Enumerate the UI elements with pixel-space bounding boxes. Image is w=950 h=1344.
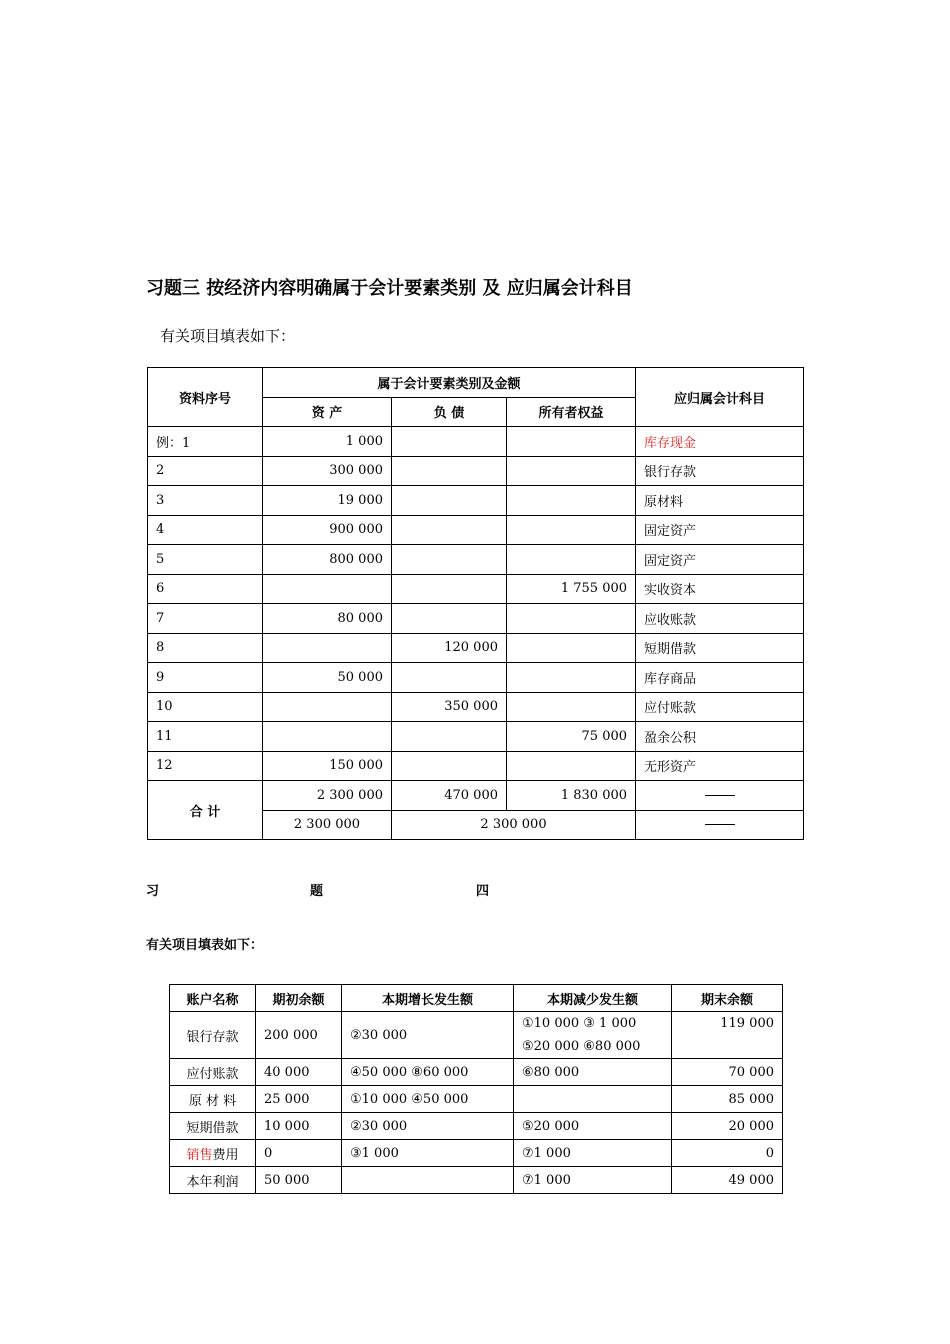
increase-cell: ②30 000 <box>342 1012 514 1059</box>
decrease-cell <box>514 1113 672 1140</box>
asset-sum: 2 300 000 <box>263 810 392 840</box>
liability-cell <box>392 722 507 752</box>
seq-cell: 9 <box>148 663 263 693</box>
table-row <box>148 427 804 457</box>
liability-cell <box>392 486 507 516</box>
account-name-cell <box>170 1012 256 1059</box>
asset-cell: 150 000 <box>263 751 392 781</box>
equity-cell: 1 755 000 <box>507 574 636 604</box>
exercise3-title: 习题三 按经济内容明确属于会计要素类别 及 应归属会计科目 <box>146 278 633 299</box>
header-category-group: 属于会计要素类别及金额 <box>263 368 636 398</box>
header-liability: 负 债 <box>392 397 507 427</box>
total-label: 合 计 <box>148 781 263 840</box>
seq-cell: 4 <box>148 515 263 545</box>
seq-cell: 12 <box>148 751 263 781</box>
decrease-cell <box>514 1086 672 1113</box>
table-row <box>148 751 804 781</box>
header-opening: 期初余额 <box>256 985 342 1012</box>
account-cell: 银行存款 <box>636 456 804 486</box>
asset-cell: 80 000 <box>263 604 392 634</box>
account-cell: 无形资产 <box>636 751 804 781</box>
exercise4-title-char-1: 习 <box>146 884 160 899</box>
asset-cell <box>263 722 392 752</box>
account-name-cell <box>170 1113 256 1140</box>
opening-cell: 40 000 <box>256 1059 342 1086</box>
increase-cell: ③1 000 <box>342 1140 514 1167</box>
opening-cell: 25 000 <box>256 1086 342 1113</box>
account-cell: 原材料 <box>636 486 804 516</box>
equity-cell <box>507 427 636 457</box>
closing-cell: 70 000 <box>672 1059 783 1086</box>
header-seq: 资料序号 <box>148 368 263 427</box>
seq-cell: 6 <box>148 574 263 604</box>
account-name-text: 本年利润 <box>186 1174 239 1190</box>
seq-cell: 5 <box>148 545 263 575</box>
decrease-line-1: ⑥80 000 <box>522 1064 580 1080</box>
table-row <box>148 456 804 486</box>
exercise3-intro: 有关项目填表如下： <box>160 327 296 345</box>
account-name-text: 短期借款 <box>186 1120 239 1136</box>
equity-cell <box>507 751 636 781</box>
table-row <box>148 633 804 663</box>
account-name-text: 费用 <box>212 1147 239 1163</box>
account-cell: 短期借款 <box>636 633 804 663</box>
decrease-line-1: ①10 000 ③ 1 000 <box>522 1016 637 1031</box>
seq-cell: 10 <box>148 692 263 722</box>
asset-cell <box>263 633 392 663</box>
table-body <box>170 1012 783 1194</box>
liability-cell: 350 000 <box>392 692 507 722</box>
total-equity: 1 830 000 <box>507 781 636 811</box>
table-row <box>148 663 804 693</box>
header-decrease: 本期减少发生额 <box>514 985 672 1012</box>
table-body <box>148 427 804 781</box>
decrease-line-1: ⑦1 000 <box>522 1145 571 1161</box>
closing-cell: 49 000 <box>672 1167 783 1194</box>
asset-cell: 50 000 <box>263 663 392 693</box>
header-account: 应归属会计科目 <box>636 368 804 427</box>
closing-cell: 0 <box>672 1140 783 1167</box>
dash-mark <box>705 795 735 796</box>
header-equity: 所有者权益 <box>507 397 636 427</box>
account-name-text: 应付账款 <box>186 1066 239 1082</box>
decrease-line-2: ⑤20 000 ⑥80 000 <box>522 1039 641 1054</box>
table-row <box>148 692 804 722</box>
header-asset: 资 产 <box>263 397 392 427</box>
seq-cell: 8 <box>148 633 263 663</box>
liab-equity-sum: 2 300 000 <box>392 810 636 840</box>
table-row <box>170 1086 783 1113</box>
closing-cell: 85 000 <box>672 1086 783 1113</box>
liability-cell: 120 000 <box>392 633 507 663</box>
asset-cell: 1 000 <box>263 427 392 457</box>
account-cell: 固定资产 <box>636 545 804 575</box>
seq-cell: 例：1 <box>148 427 263 457</box>
liability-cell <box>392 574 507 604</box>
table-row <box>148 515 804 545</box>
seq-cell: 7 <box>148 604 263 634</box>
table-row <box>170 1113 783 1140</box>
account-name-text: 原 材 料 <box>188 1093 237 1109</box>
account-cell: 应收账款 <box>636 604 804 634</box>
decrease-cell <box>514 1140 672 1167</box>
table-row <box>148 486 804 516</box>
equity-cell <box>507 515 636 545</box>
liability-cell <box>392 663 507 693</box>
seq-cell: 11 <box>148 722 263 752</box>
increase-cell: ①10 000 ④50 000 <box>342 1086 514 1113</box>
account-cell: 应付账款 <box>636 692 804 722</box>
opening-cell: 0 <box>256 1140 342 1167</box>
increase-cell: ④50 000 ⑧60 000 <box>342 1059 514 1086</box>
total-dash-cell <box>636 781 804 811</box>
table-row <box>148 574 804 604</box>
account-name-cell <box>170 1059 256 1086</box>
opening-cell: 10 000 <box>256 1113 342 1140</box>
total-liability: 470 000 <box>392 781 507 811</box>
exercise4-intro: 有关项目填表如下： <box>146 938 264 953</box>
decrease-cell <box>514 1059 672 1086</box>
asset-cell: 900 000 <box>263 515 392 545</box>
asset-cell <box>263 692 392 722</box>
seq-cell: 2 <box>148 456 263 486</box>
account-name-text: 银行存款 <box>186 1029 239 1045</box>
header-closing: 期末余额 <box>672 985 783 1012</box>
liability-cell <box>392 515 507 545</box>
liability-cell <box>392 545 507 575</box>
asset-cell: 300 000 <box>263 456 392 486</box>
account-name-cell <box>170 1167 256 1194</box>
account-cell: 固定资产 <box>636 515 804 545</box>
equity-cell <box>507 663 636 693</box>
table-row <box>148 545 804 575</box>
account-cell: 库存商品 <box>636 663 804 693</box>
account-cell: 实收资本 <box>636 574 804 604</box>
decrease-line-1: ⑤20 000 <box>522 1118 580 1134</box>
asset-cell: 800 000 <box>263 545 392 575</box>
exercise4-title-char-3: 四 <box>476 884 490 899</box>
equity-cell <box>507 604 636 634</box>
increase-cell <box>342 1167 514 1194</box>
decrease-cell <box>514 1167 672 1194</box>
account-balance-table <box>169 984 783 1194</box>
exercise4-title-char-2: 题 <box>310 884 324 899</box>
table-row <box>170 1059 783 1086</box>
opening-cell: 200 000 <box>256 1012 342 1059</box>
total-asset: 2 300 000 <box>263 781 392 811</box>
account-cell: 盈余公积 <box>636 722 804 752</box>
table-row <box>170 1167 783 1194</box>
equity-cell <box>507 545 636 575</box>
table-row <box>148 722 804 752</box>
seq-cell: 3 <box>148 486 263 516</box>
increase-cell: ②30 000 <box>342 1113 514 1140</box>
asset-cell <box>263 574 392 604</box>
account-cell: 库存现金 <box>636 427 804 457</box>
element-classification-table <box>147 367 804 840</box>
liability-cell <box>392 427 507 457</box>
header-increase: 本期增长发生额 <box>342 985 514 1012</box>
opening-cell: 50 000 <box>256 1167 342 1194</box>
table-row <box>170 1140 783 1167</box>
equity-cell <box>507 633 636 663</box>
table-row <box>148 604 804 634</box>
dash-mark <box>705 824 735 825</box>
liability-cell <box>392 456 507 486</box>
equity-cell <box>507 692 636 722</box>
account-name-cell <box>170 1086 256 1113</box>
header-account-name: 账户名称 <box>170 985 256 1012</box>
equity-cell <box>507 486 636 516</box>
decrease-cell <box>514 1012 672 1059</box>
decrease-line-1: ⑦1 000 <box>522 1172 571 1188</box>
liability-cell <box>392 604 507 634</box>
account-name-cell <box>170 1140 256 1167</box>
equity-cell <box>507 456 636 486</box>
equity-cell: 75 000 <box>507 722 636 752</box>
liability-cell <box>392 751 507 781</box>
asset-cell: 19 000 <box>263 486 392 516</box>
sum-dash-cell <box>636 810 804 840</box>
table-row <box>170 1012 783 1059</box>
account-name-red: 销售 <box>186 1147 213 1163</box>
closing-cell: 20 000 <box>672 1113 783 1140</box>
closing-cell: 119 000 <box>672 1012 783 1059</box>
